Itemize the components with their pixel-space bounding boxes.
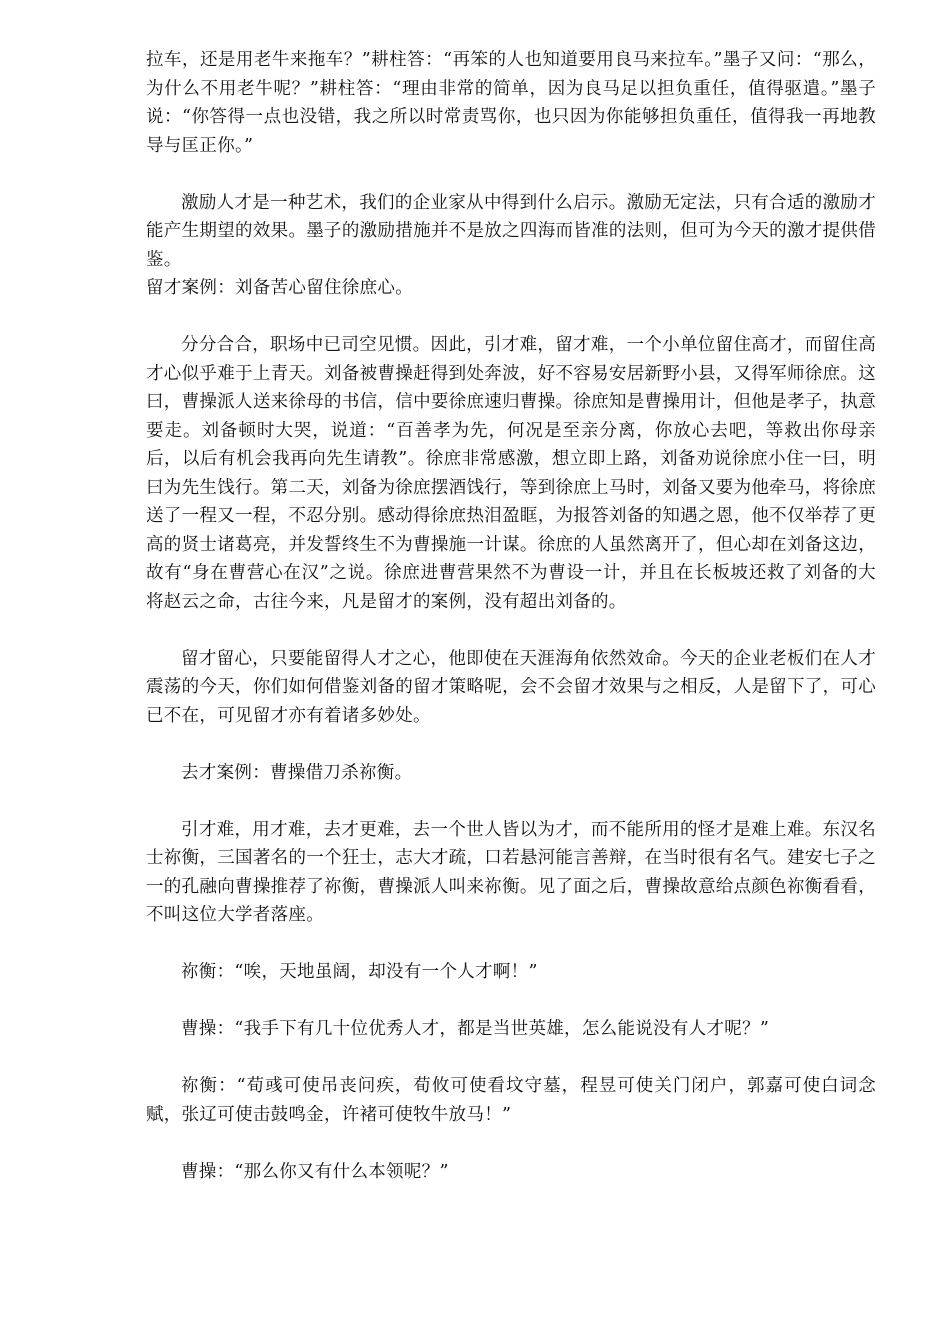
- heading-retain-talent-case: 留才案例：刘备苦心留住徐庶心。: [146, 278, 413, 298]
- paragraph-mozi-dialogue: 拉车，还是用老牛来拖车？”耕柱答：“再笨的人也知道要用良马来拉车。”墨子又问：“那么，为什么不用老牛呢？”耕柱答：“理由非常的简单，因为良马足以担负重任，值得驱遣。”墨子说：“你答得一点也没错，我之所以时常责骂你，也只因为你能够担负重任，值得我一再地教导与匡正你。”: [146, 50, 876, 156]
- paragraph-retain-heart: 留才留心，只要能留得人才之心，他即使在天涯海角依然效命。今天的企业老板们在人才震荡的今天，你们如何借鉴刘备的留才策略呢，会不会留才效果与之相反，人是留下了，可心已不在，可见留才亦有着诸多妙处。: [146, 648, 876, 726]
- heading-remove-talent-case: 去才案例：曹操借刀杀祢衡。: [181, 762, 413, 783]
- dialogue-cao-cao-1: 曹操：“我手下有几十位优秀人才，都是当世英雄，怎么能说没有人才呢？”: [181, 1019, 770, 1039]
- dialogue-mi-heng-1: 祢衡：“唉，天地虽阔，却没有一个人才啊！”: [181, 962, 538, 982]
- paragraph-motivation-art: 激励人才是一种艺术，我们的企业家从中得到什么启示。激励无定法，只有合适的激励才能产生期望的效果。墨子的激励措施并不是放之四海而皆准的法则，但可为今天的激才提供借鉴。: [146, 192, 876, 270]
- document-body: [146, 46, 876, 1186]
- dialogue-cao-cao-2: 曹操：“那么你又有什么本领呢？”: [181, 1161, 449, 1182]
- dialogue-mi-heng-2: 祢衡：“荀彧可使吊丧问疾，荀攸可使看坟守墓，程昱可使关门闭户，郭嘉可使白词念赋，张辽可使击鼓鸣金，许褚可使牧牛放马！”: [146, 1076, 876, 1125]
- paragraph-liubei-xushu: 分分合合，职场中已司空见惯。因此，引才难，留才难，一个小单位留住高才，而留住高才心似乎难于上青天。刘备被曹操赶得到处奔波，好不容易安居新野小县，又得军师徐庶。这曰，曹操派人送来徐母的书信，信中要徐庶速归曹操。徐庶知是曹操用计，但他是孝子，执意要走。刘备顿时大哭，说道：“百善孝为先，何况是至亲分离，你放心去吧，等救出你母亲后，以后有机会我再向先生请教”。徐庶非常感激，想立即上路，刘备劝说徐庶小住一曰，明曰为先生饯行。第二天，刘备为徐庶摆酒饯行，等到徐庶上马时，刘备又要为他牵马，将徐庶送了一程又一程，不忍分别。感动得徐庶热泪盈眶，为报答刘备的知遇之恩，他不仅举荐了更高的贤士诸葛亮，并发誓终生不为曹操施一计谋。徐庶的人虽然离开了，但心却在刘备这边，故有“身在曹营心在汉”之说。徐庶进曹营果然不为曹设一计，并且在长板坡还救了刘备的大将赵云之命，古往今来，凡是留才的案例，没有超出刘备的。: [146, 335, 876, 612]
- paragraph-mi-heng-intro: 引才难，用才难，去才更难，去一个世人皆以为才，而不能所用的怪才是难上难。东汉名士祢衡，三国著名的一个狂士，志大才疏，口若悬河能言善辩，在当时很有名气。建安七子之一的孔融向曹操推荐了祢衡，曹操派人叫来祢衡。见了面之后，曹操故意给点颜色祢衡看看，不叫这位大学者落座。: [146, 819, 876, 925]
